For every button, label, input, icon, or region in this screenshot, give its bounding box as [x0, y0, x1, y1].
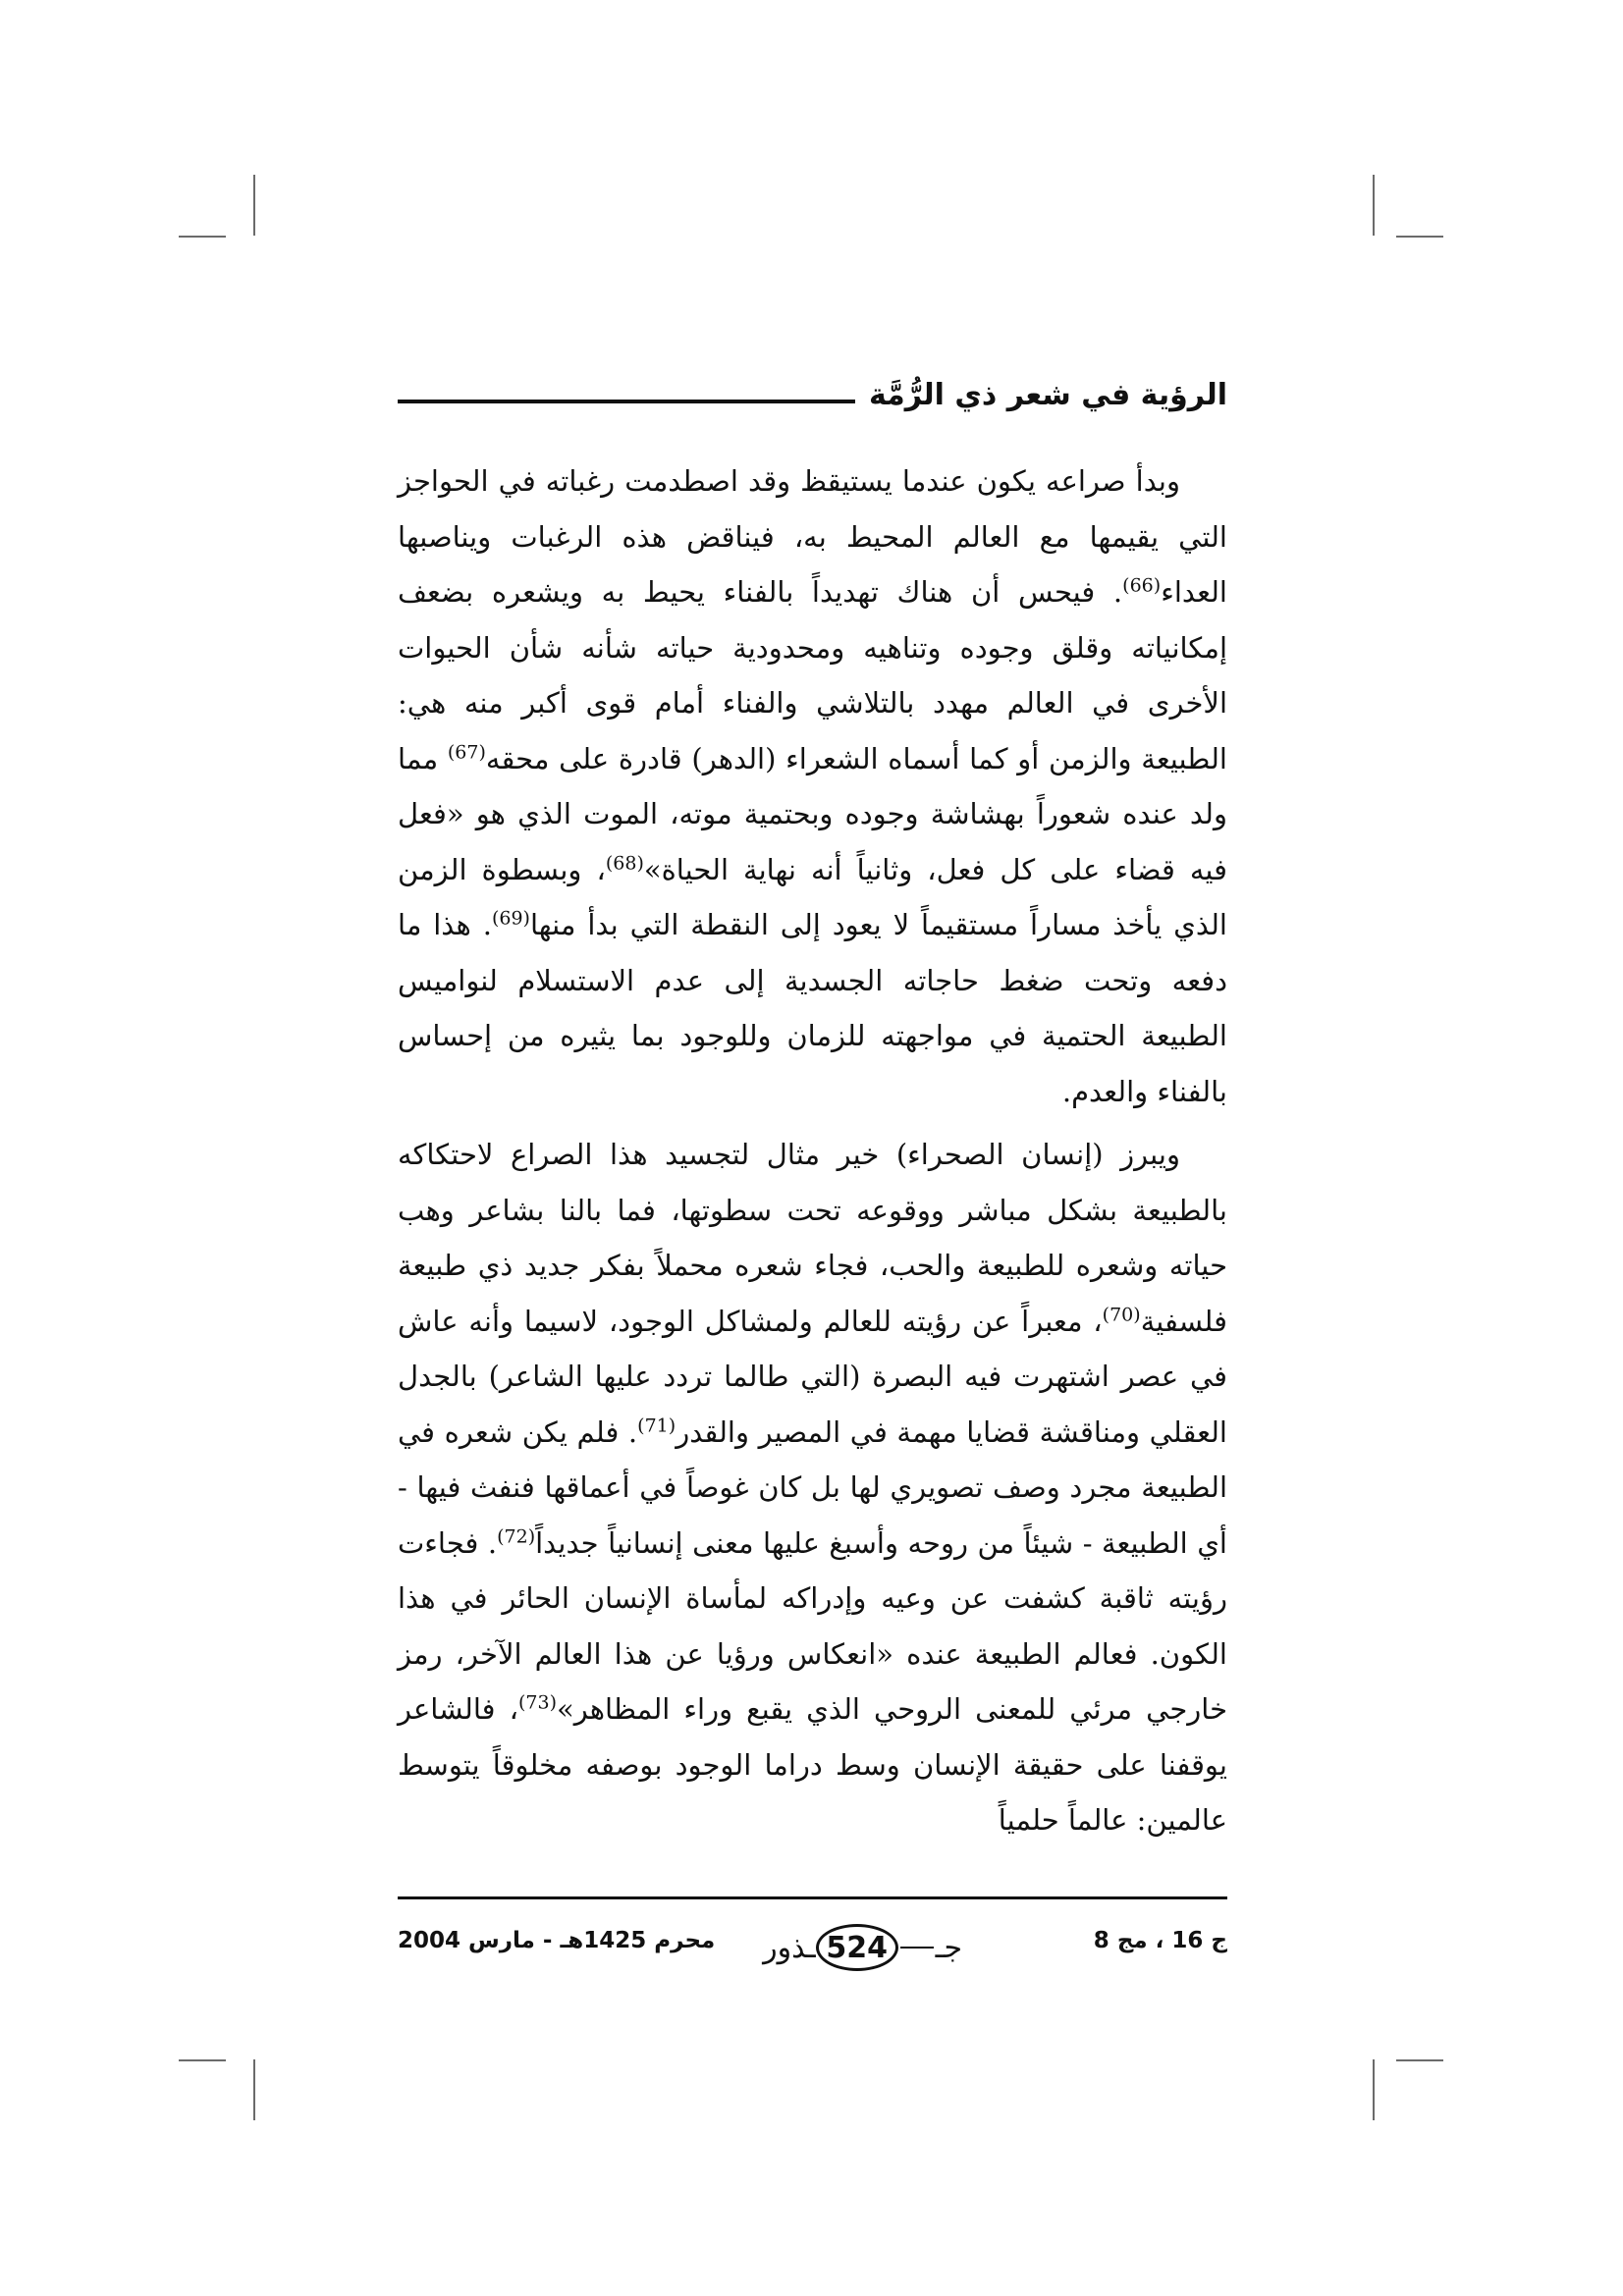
- journal-name-prefix: جـ: [935, 1930, 962, 1965]
- crop-mark-top-left-horizontal: [179, 236, 226, 238]
- footnote-marker: (73): [517, 1691, 558, 1714]
- running-header-title: الرؤية في شعر ذي الرُّمَّة: [868, 377, 1227, 412]
- footer-rule: [398, 1896, 1227, 1899]
- footnote-marker: (72): [497, 1524, 536, 1547]
- page-content: [398, 365, 1228, 1965]
- text-run: . فجاءت رؤيته ثاقبة كشفت عن وعيه وإدراكه لمأساة الإنسان الحائر في هذا الكون. فعالم الطبيعة عنده «انعكاس ورؤيا عن هذا العالم الآخر، رمز خارجي مرئي للمعنى الروحي الذي يقبع وراء المظاهر»: [398, 1525, 1228, 1726]
- crop-mark-bottom-right-vertical: [1373, 2059, 1375, 2120]
- footnote-marker: (67): [447, 740, 486, 763]
- issue-info: ج 16 ، مج 8: [1093, 1928, 1227, 1953]
- text-run: ، فالشاعر يوقفنا على حقيقة الإنسان وسط دراما الوجود بوصفه مخلوقاً يتوسط عالمين: عالماً حلمياً: [398, 1692, 1227, 1837]
- page-footer: [398, 1914, 1227, 1983]
- text-run: ويبرز (إنسان الصحراء) خير مثال لتجسيد هذا الصراع لاحتكاكه بالطبيعة بشكل مباشر ووقوعه تحت سطوتها، فما بالنا بشاعر وهب حياته وشعره للطبيعة والحب، فجاء شعره محملاً بفكر جديد ذي طبيعة فلسفية: [398, 1138, 1227, 1338]
- page-number: 524: [816, 1924, 898, 1971]
- journal-dash: [900, 1947, 934, 1949]
- running-header: [398, 365, 1227, 424]
- footnote-marker: (66): [1122, 574, 1162, 597]
- crop-mark-bottom-left-vertical: [253, 2059, 255, 2120]
- journal-logo: [736, 1920, 962, 1975]
- body-text: [398, 454, 1227, 1848]
- text-run: . هذا ما دفعه وتحت ضغط حاجاته الجسدية إلى عدم الاستسلام لنواميس الطبيعة الحتمية في مواجهته للزمان وللوجود بما يثيره من إحساس بالفناء والعدم.: [398, 908, 1227, 1108]
- journal-name-suffix: ـذور: [763, 1930, 816, 1965]
- text-run: . فيحس أن هناك تهديداً بالفناء يحيط به ويشعره بضعف إمكانياته وقلق وجوده وتناهيه ومحدودية حياته شأنه شأن الحيوات الأخرى في العالم مهدد بالتلاشي والفناء أمام قوى أكبر منه هي: الطبيعة والزمن أو كما أسماه الشعراء (الدهر) قادرة على محقه: [398, 575, 1227, 775]
- footnote-marker: (71): [637, 1414, 676, 1436]
- text-run: وبدأ صراعه يكون عندما يستيقظ وقد اصطدمت رغباته في الحواجز التي يقيمها مع العالم المحيط به، فيناقض هذه الرغبات ويناصبها العداء: [398, 464, 1227, 609]
- issue-date: محرم 1425هـ - مارس 2004: [398, 1928, 716, 1953]
- paragraph: [398, 1127, 1227, 1848]
- text-run: ، وبسطوة الزمن الذي يأخذ مساراً مستقيماً لا يعود إلى النقطة التي بدأ منها: [398, 852, 1227, 941]
- footnote-marker: (70): [1102, 1303, 1141, 1325]
- crop-mark-top-right-horizontal: [1396, 236, 1443, 238]
- footnote-marker: (68): [605, 851, 644, 874]
- paragraph: [398, 454, 1227, 1119]
- crop-mark-bottom-right-horizontal: [1396, 2059, 1443, 2061]
- crop-mark-bottom-left-horizontal: [179, 2059, 226, 2061]
- text-run: ، معبراً عن رؤيته للعالم ولمشاكل الوجود، لاسيما وأنه عاش في عصر اشتهرت فيه البصرة (التي طالما تردد عليها الشاعر) بالجدل العقلي ومناقشة قضايا مهمة في المصير والقدر: [398, 1304, 1227, 1449]
- text-run: . فلم يكن شعره في الطبيعة مجرد وصف تصويري لها بل كان غوصاً في أعماقها فنفث فيها - أي الطبيعة - شيئاً من روحه وأسبغ عليها معنى إنسانياً جديداً: [398, 1415, 1227, 1560]
- footnote-marker: (69): [491, 907, 530, 930]
- text-run: مما ولد عنده شعوراً بهشاشة وجوده وبحتمية موته، الموت الذي هو «فعل فيه قضاء على كل فعل، وثانياً أنه نهاية الحياة»: [398, 741, 1227, 886]
- crop-mark-top-right-vertical: [1373, 175, 1375, 236]
- header-rule: [398, 400, 855, 403]
- crop-mark-top-left-vertical: [253, 175, 255, 236]
